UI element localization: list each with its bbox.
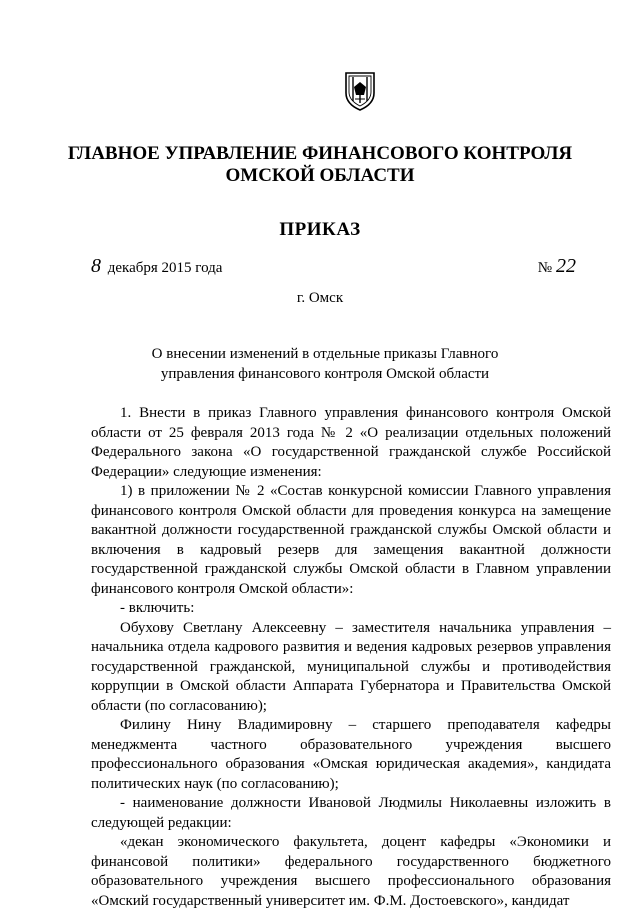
document-subject: О внесении изменений в отдельные приказы Главного управления финансового контроля Омской области (151, 346, 499, 382)
body-paragraph-6: - наименование должности Ивановой Людмилы Николаевны изложить в следующей редакции: (91, 795, 611, 831)
body-paragraph-1: 1. Внести в приказ Главного управления финансового контроля Омской области от 25 февраля 2013 года № 2 «О реализации отдельных положений Федерального закона «О государственной гражданской службе Российской Федерации» следующие изменения: (91, 405, 611, 480)
document-number (538, 255, 576, 278)
body-paragraph-4: Обухову Светлану Алексеевну – заместителя начальника управления – начальника отдела кадрового развития и ведения кадровых резервов управления государственной гражданской, муниципальной службы и противодействия коррупции в Омской области Аппарата Губернатора и Правительства Омской области (по согласованию); (91, 619, 611, 714)
date-day-handwritten: 8 (91, 255, 101, 277)
document-date (91, 255, 222, 278)
document-city: г. Омск (296, 290, 344, 306)
organization-name-line2: ОМСКОЙ ОБЛАСТИ (225, 165, 415, 186)
document-type-title: ПРИКАЗ (279, 219, 361, 240)
document-body (91, 404, 611, 911)
body-paragraph-3: - включить: (120, 600, 195, 616)
number-value-handwritten: 22 (556, 255, 576, 277)
coat-of-arms-icon (343, 71, 377, 111)
body-paragraph-2: 1) в приложении № 2 «Состав конкурсной комиссии Главного управления финансового контроля Омской области для проведения конкурса на замещение вакантной должности государственной гражданской службы Омской области и включения в кадровый резерв для замещения вакантной должности государственной гражданской службы Омской области в Главном управлении финансового контроля Омской области»: (91, 483, 611, 597)
organization-name-line1: ГЛАВНОЕ УПРАВЛЕНИЕ ФИНАНСОВОГО КОНТРОЛЯ (67, 143, 573, 164)
body-paragraph-7: «декан экономического факультета, доцент кафедры «Экономики и финансовой политики» федерального государственного бюджетного образовательного учреждения высшего профессионального образования «Омский государственный университет им. Ф.М. Достоевского», кандидат (91, 834, 611, 909)
body-paragraph-5: Филину Нину Владимировну – старшего преподавателя кафедры менеджмента частного образовательного учреждения высшего профессионального образования «Омская юридическая академия», кандидата политических наук (по согласованию); (91, 717, 611, 792)
number-label: № (537, 260, 552, 276)
date-month-year: декабря 2015 года (107, 260, 223, 276)
